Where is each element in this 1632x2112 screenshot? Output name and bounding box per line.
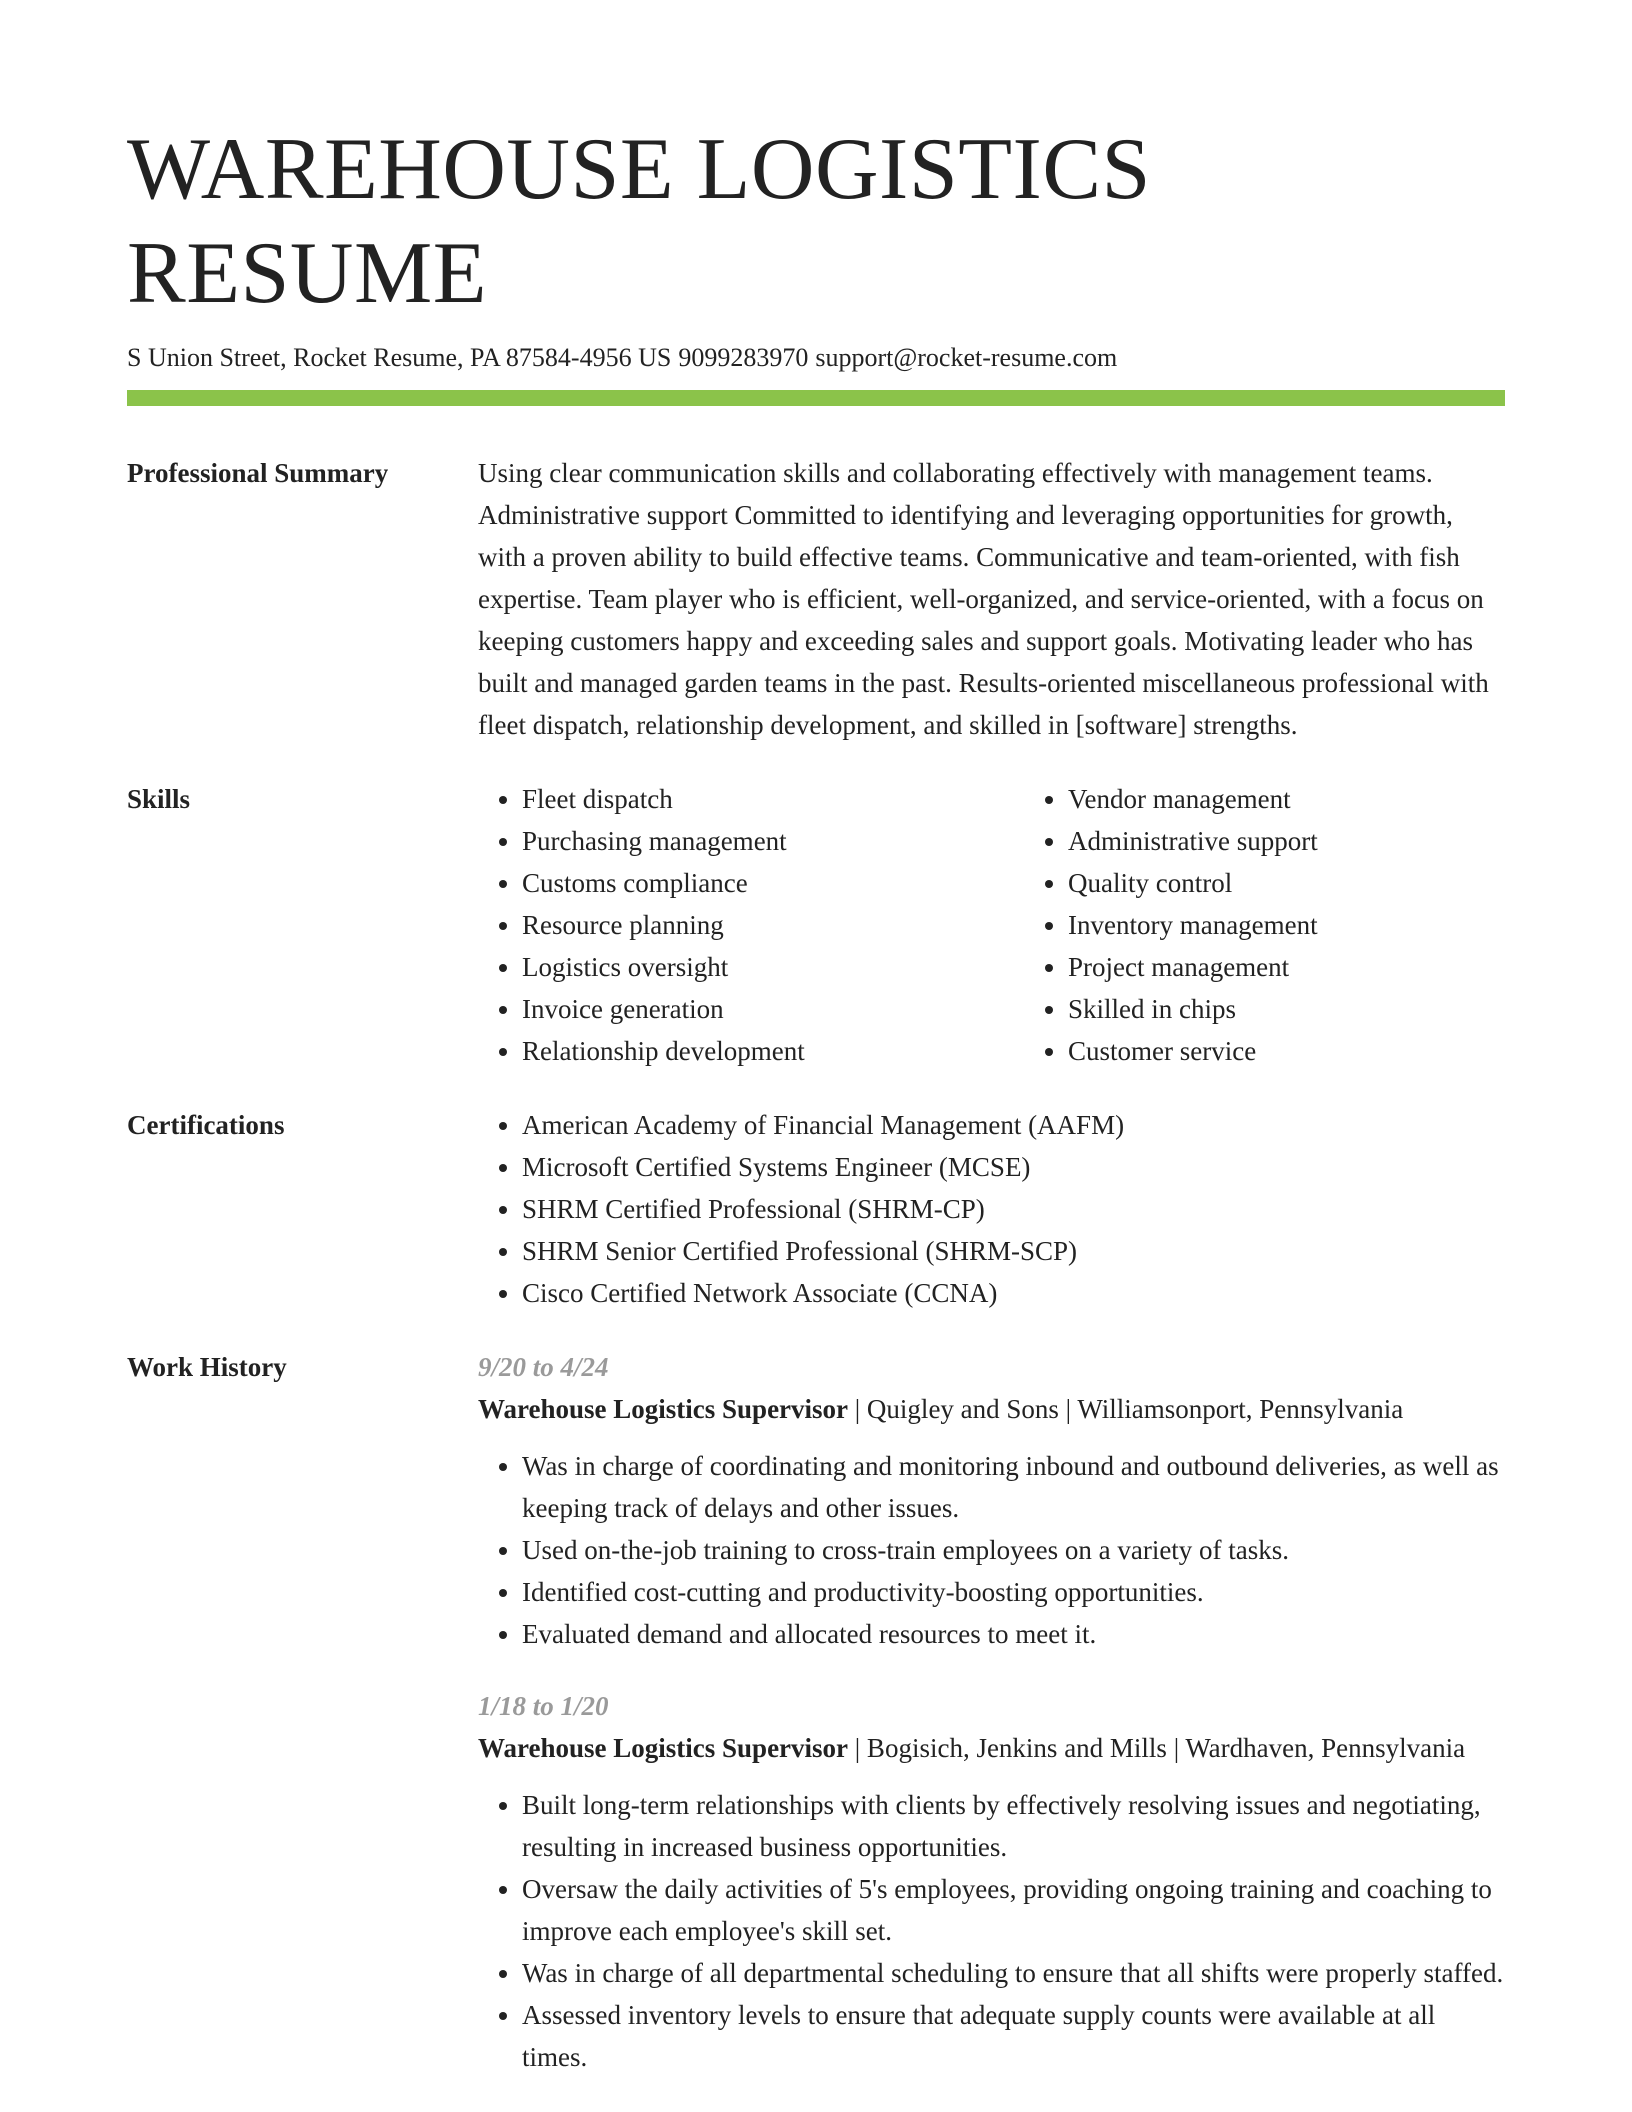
certification-item: • Cisco Certified Network Associate (CCNA) bbox=[522, 1272, 1505, 1314]
job-bullet: • Used on-the-job training to cross-train employees on a variety of tasks. bbox=[522, 1529, 1505, 1571]
skill-item: • Administrative support bbox=[1068, 820, 1570, 862]
skill-item: • Skilled in chips bbox=[1068, 988, 1570, 1030]
skills-label: Skills bbox=[127, 784, 191, 814]
summary-label: Professional Summary bbox=[127, 458, 389, 488]
job-bullet: • Evaluated demand and allocated resources to meet it. bbox=[522, 1613, 1505, 1655]
certification-item: • American Academy of Financial Management (AAFM) bbox=[522, 1104, 1505, 1146]
job-details: | Bogisich, Jenkins and Mills | Wardhaven, Pennsylvania bbox=[848, 1733, 1466, 1763]
contact-phone: 9099283970 bbox=[678, 343, 809, 372]
job-bullet: • Built long-term relationships with clients by effectively resolving issues and negotiating, resulting in increased business opportunities. bbox=[522, 1784, 1505, 1868]
skill-item: • Resource planning bbox=[522, 904, 1024, 946]
job-dates: 9/20 to 4/24 bbox=[478, 1352, 609, 1382]
job-header bbox=[478, 1727, 1505, 1769]
skill-item: • Customer service bbox=[1068, 1030, 1570, 1072]
certifications-list bbox=[478, 1104, 1505, 1314]
skill-item: • Logistics oversight bbox=[522, 946, 1024, 988]
job-details: | Quigley and Sons | Williamsonport, Pennsylvania bbox=[848, 1394, 1404, 1424]
job-entry bbox=[478, 1685, 1505, 2078]
skills-section bbox=[127, 778, 1505, 1072]
summary-section bbox=[127, 452, 1505, 746]
certification-item: • SHRM Certified Professional (SHRM-CP) bbox=[522, 1188, 1505, 1230]
skill-item: • Purchasing management bbox=[522, 820, 1024, 862]
job-title: Warehouse Logistics Supervisor bbox=[478, 1394, 849, 1424]
certification-item: • Microsoft Certified Systems Engineer (MCSE) bbox=[522, 1146, 1505, 1188]
job-title: Warehouse Logistics Supervisor bbox=[478, 1733, 849, 1763]
contact-address: S Union Street, Rocket Resume, PA 87584-4956 US bbox=[127, 343, 672, 372]
job-bullet: • Oversaw the daily activities of 5's employees, providing ongoing training and coaching to improve each employee's skill set. bbox=[522, 1868, 1505, 1952]
job-dates: 1/18 to 1/20 bbox=[478, 1691, 609, 1721]
job-bullets bbox=[478, 1784, 1505, 2078]
skills-list-right bbox=[1024, 778, 1570, 1072]
job-bullet: • Identified cost-cutting and productivity-boosting opportunities. bbox=[522, 1571, 1505, 1613]
skill-item: • Customs compliance bbox=[522, 862, 1024, 904]
skill-item: • Vendor management bbox=[1068, 778, 1570, 820]
resume-title: WAREHOUSE LOGISTICS RESUME bbox=[127, 121, 1151, 322]
header-accent-bar bbox=[127, 390, 1505, 406]
certifications-section bbox=[127, 1104, 1505, 1314]
skill-item: • Inventory management bbox=[1068, 904, 1570, 946]
skill-item: • Quality control bbox=[1068, 862, 1570, 904]
certification-item: • SHRM Senior Certified Professional (SHRM-SCP) bbox=[522, 1230, 1505, 1272]
contact-email: support@rocket-resume.com bbox=[815, 343, 1118, 372]
job-entry bbox=[478, 1346, 1505, 1655]
work-history-label: Work History bbox=[127, 1352, 287, 1382]
job-bullet: • Assessed inventory levels to ensure that adequate supply counts were available at all times. bbox=[522, 1994, 1505, 2078]
skill-item: • Relationship development bbox=[522, 1030, 1024, 1072]
skill-item: • Fleet dispatch bbox=[522, 778, 1024, 820]
skills-list-left bbox=[478, 778, 1024, 1072]
summary-text: Using clear communication skills and collaborating effectively with management teams. Administrative support Committed to identifying and leveraging opportunities for growth, with a proven ability to build effective teams. Communicative and team-oriented, with fish expertise. Team player who is efficient, well-organized, and service-oriented, with a focus on keeping customers happy and exceeding sales and support goals. Motivating leader who has built and managed garden teams in the past. Results-oriented miscellaneous professional with fleet dispatch, relationship development, and skilled in [software] strengths. bbox=[478, 458, 1489, 740]
job-bullet: • Was in charge of all departmental scheduling to ensure that all shifts were properly staffed. bbox=[522, 1952, 1505, 1994]
job-bullets bbox=[478, 1445, 1505, 1655]
job-bullet: • Was in charge of coordinating and monitoring inbound and outbound deliveries, as well as keeping track of delays and other issues. bbox=[522, 1445, 1505, 1529]
work-history-section bbox=[127, 1346, 1505, 2108]
skill-item: • Invoice generation bbox=[522, 988, 1024, 1030]
contact-line bbox=[127, 340, 1505, 376]
certifications-label: Certifications bbox=[127, 1110, 285, 1140]
skill-item: • Project management bbox=[1068, 946, 1570, 988]
job-header bbox=[478, 1388, 1505, 1430]
